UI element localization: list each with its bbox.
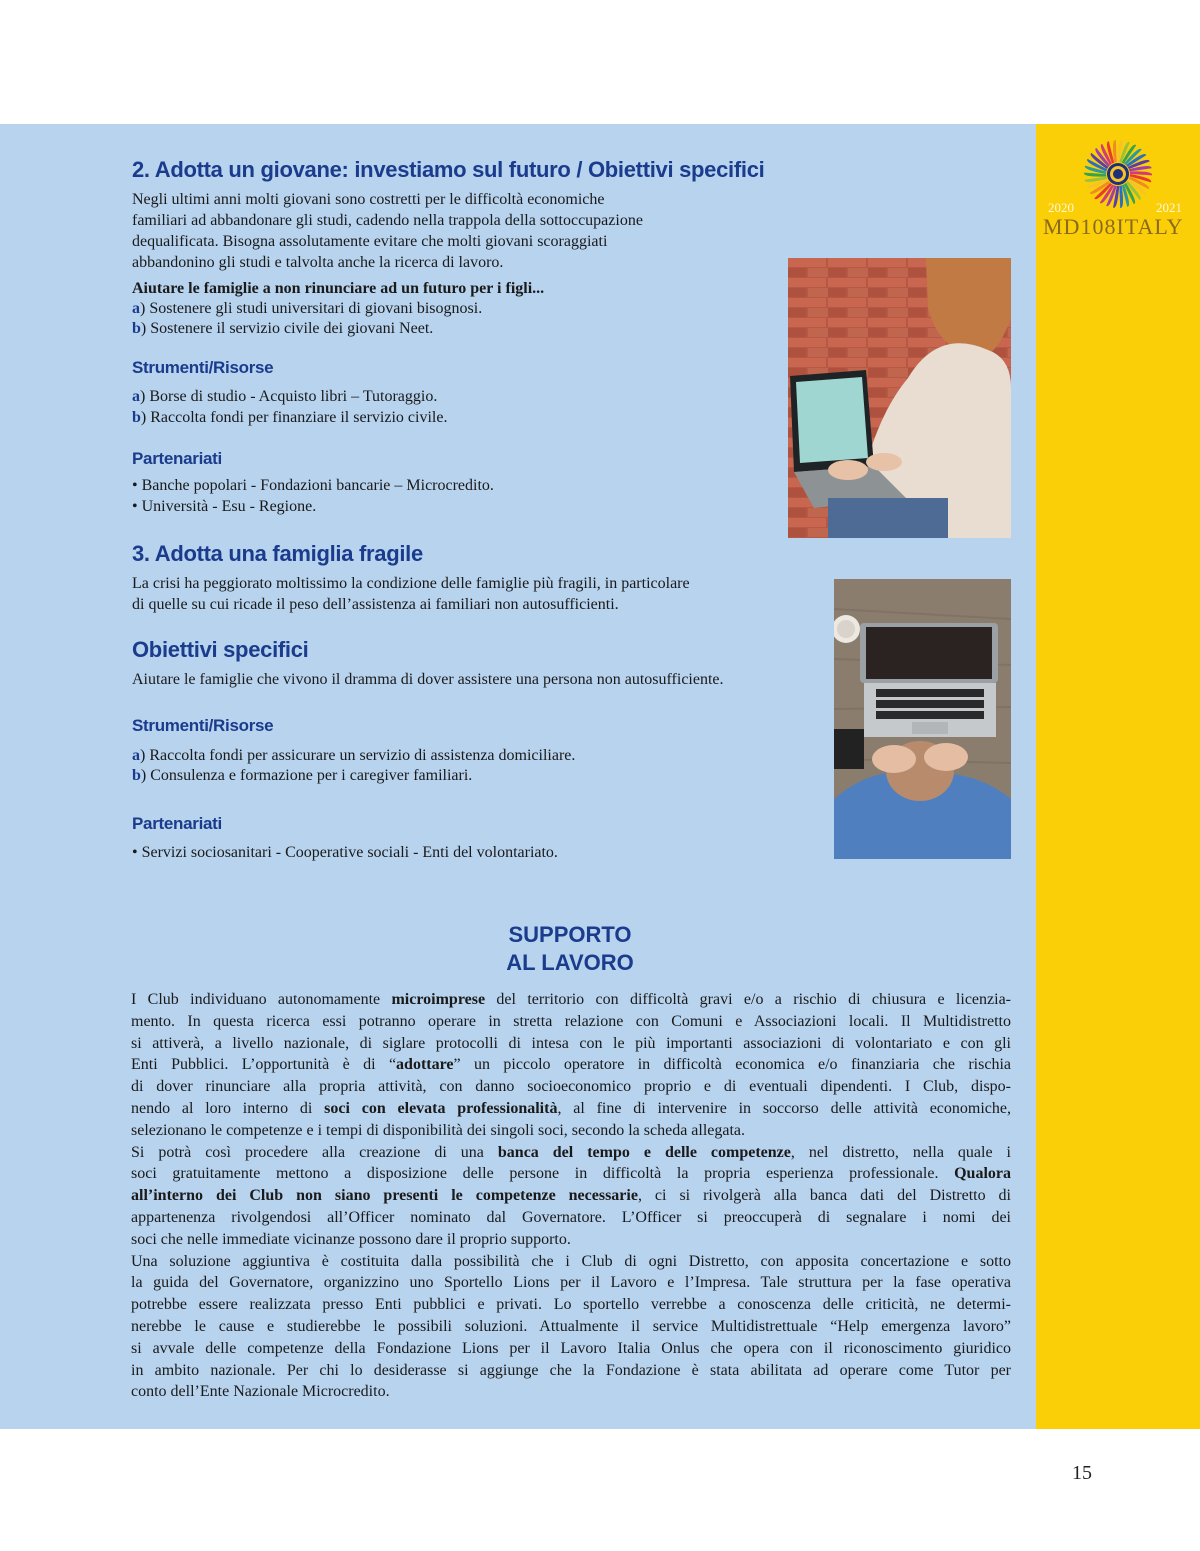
section3-title: 3. Adotta una famiglia fragile bbox=[132, 541, 423, 566]
resource-item bbox=[132, 765, 472, 786]
resource-label: b bbox=[132, 409, 141, 426]
resource-text: ) Raccolta fondi per assicurare un servizio di assistenza domiciliare. bbox=[140, 747, 576, 764]
text-run: nerebbe le cause e studierebbe le possibili soluzioni. Attualmente il service Multidistrettuale “Help emergenza lavoro” bbox=[131, 1317, 1011, 1335]
md108-logo bbox=[1040, 138, 1196, 244]
support-line bbox=[131, 1142, 1011, 1164]
intro-line: di quelle su cui ricade il peso dell’assistenza ai familiari non autosufficienti. bbox=[132, 596, 619, 613]
support-line bbox=[131, 1207, 1011, 1229]
page-number: 15 bbox=[1072, 1462, 1092, 1484]
text-run: conto dell’Ente Nazionale Microcredito. bbox=[131, 1383, 390, 1401]
support-line bbox=[131, 1272, 1011, 1294]
goal-label: a bbox=[132, 300, 140, 317]
text-run: Una soluzione aggiuntiva è costituita dalla possibilità che i Club di ogni Distretto, con apposita concertazione e sotto bbox=[131, 1252, 1011, 1270]
resource-label: b bbox=[132, 767, 141, 784]
text-run: nendo al loro interno di bbox=[131, 1099, 325, 1117]
text-run: appartenenza rivolgendosi all’Officer nominato dal Governatore. L’Officer si preoccuperà di segnalare i nomi dei bbox=[131, 1208, 1011, 1226]
intro-line: La crisi ha peggiorato moltissimo la condizione delle famiglie più fragili, in particolare bbox=[132, 575, 690, 592]
text-run: del territorio con difficoltà gravi e/o a rischio di chiusura e licenzia- bbox=[485, 991, 1011, 1008]
support-line bbox=[131, 1360, 1011, 1382]
bold-phrase: soci con elevata professionalità bbox=[324, 1099, 558, 1117]
support-line bbox=[131, 1381, 1011, 1403]
text-run: si avvale delle competenze della Fondazione Lions per il Lavoro Italia Onlus che opera con il riconoscimento giuridico bbox=[131, 1339, 1011, 1357]
section2-partners-title: Partenariati bbox=[132, 449, 222, 468]
resource-label: a bbox=[132, 747, 140, 764]
text-run: soci gratuitamente mettono a disposizione delle persone in difficoltà la propria esperienza professionale. bbox=[131, 1165, 955, 1183]
resource-label: a bbox=[132, 388, 140, 405]
support-line bbox=[131, 1076, 1011, 1098]
support-line bbox=[131, 1316, 1011, 1338]
partner-item: • Università - Esu - Regione. bbox=[132, 498, 317, 515]
resource-text: ) Raccolta fondi per finanziare il servizio civile. bbox=[140, 409, 448, 426]
support-line bbox=[131, 1294, 1011, 1316]
text-run: potrebbe essere realizzata presso Enti pubblici e privati. Lo sportello verrebbe a conoscenza delle criticità, ne determi- bbox=[131, 1296, 1011, 1314]
support-line bbox=[131, 989, 1011, 1011]
support-body bbox=[131, 989, 1011, 1403]
logo-year-right: 2021 bbox=[1156, 200, 1182, 215]
intro-line: dequalificata. Bisogna assolutamente evitare che molti giovani scoraggiati bbox=[132, 233, 608, 250]
support-line bbox=[131, 1163, 1011, 1185]
logo-brand-text: MD108ITALY bbox=[1043, 214, 1184, 239]
support-line bbox=[131, 1251, 1011, 1273]
goal-item bbox=[132, 298, 482, 319]
resource-text: ) Borse di studio - Acquisto libri – Tutoraggio. bbox=[140, 388, 438, 405]
text-run: Si potrà così procedere alla creazione di una bbox=[131, 1143, 498, 1161]
support-line bbox=[131, 1120, 1011, 1142]
resource-text: ) Consulenza e formazione per i caregiver familiari. bbox=[140, 767, 473, 784]
text-run: di dover rinunciare alla propria attività, con danno socioeconomico proprio e di eventuali dipendenti. I Club, dispo- bbox=[131, 1078, 1011, 1096]
goal-text: ) Sostenere gli studi universitari di giovani bisognosi. bbox=[140, 300, 483, 317]
intro-line: familiari ad abbandonare gli studi, cadendo nella trappola della sottoccupazione bbox=[132, 212, 643, 229]
partner-item: • Banche popolari - Fondazioni bancarie – Microcredito. bbox=[132, 477, 494, 494]
objective-text: Aiutare le famiglie che vivono il dramma di dover assistere una persona non autosufficiente. bbox=[132, 671, 724, 688]
partner-item: • Servizi sociosanitari - Cooperative sociali - Enti del volontariato. bbox=[132, 844, 558, 861]
support-title-line2: AL LAVORO bbox=[506, 950, 634, 975]
text-run: soci che nelle immediate vicinanze possono dare il proprio supporto. bbox=[131, 1230, 571, 1248]
section2-title: 2. Adotta un giovane: investiamo sul futuro / Obiettivi specifici bbox=[132, 157, 765, 182]
support-line bbox=[131, 1054, 1011, 1076]
side-band bbox=[1036, 124, 1200, 1429]
sunburst-ray bbox=[1113, 140, 1117, 163]
goal-text: ) Sostenere il servizio civile dei giovani Neet. bbox=[140, 320, 434, 337]
section2-aim: Aiutare le famiglie a non rinunciare ad un futuro per i figli... bbox=[132, 280, 545, 297]
bold-phrase: microimprese bbox=[391, 991, 486, 1008]
section3-resources-title: Strumenti/Risorse bbox=[132, 716, 274, 735]
text-run: mento. In questa ricerca essi potranno operare in stretta relazione con Comuni e Associazioni locali. Il Multidistretto bbox=[131, 1012, 1011, 1030]
text-run: I Club individuano autonomamente bbox=[131, 991, 392, 1008]
text-run: la guida del Governatore, organizzino uno Sportello Lions per il Lavoro e l’Impresa. Tale struttura per la fase operativa bbox=[131, 1274, 1011, 1292]
resource-item bbox=[132, 407, 447, 428]
text-run: selezionano le competenze e i tempi di disponibilità dei singoli soci, secondo la scheda allegata. bbox=[131, 1121, 746, 1139]
text-run: Enti Pubblici. L’opportunità è di “ bbox=[131, 1056, 397, 1074]
text-run: ” un piccolo operatore in difficoltà economica e/o finanziaria che rischia bbox=[453, 1056, 1011, 1074]
text-run: in ambito nazionale. Per chi lo desiderasse si aggiunge che la Fondazione è stata abilitata ad operare come Tutor per bbox=[131, 1361, 1011, 1379]
support-line bbox=[131, 1011, 1011, 1033]
section2-resources-title: Strumenti/Risorse bbox=[132, 358, 274, 377]
photo-woman-laptop bbox=[788, 258, 1011, 538]
bold-phrase: adottare bbox=[396, 1056, 454, 1074]
section3-partners-title: Partenariati bbox=[132, 814, 222, 833]
intro-line: abbandonino gli studi e talvolta anche la ricerca di lavoro. bbox=[132, 254, 504, 271]
support-line bbox=[131, 1033, 1011, 1055]
text-run: , nel distretto, nella quale i bbox=[790, 1143, 1012, 1161]
support-line bbox=[131, 1229, 1011, 1251]
text-run: , al fine di intervenire in soccorso delle attività economiche, bbox=[557, 1099, 1012, 1117]
text-run: si attiverà, a livello nazionale, di siglare protocolli di intesa con le più importanti associazioni di volontariato e con gli bbox=[131, 1034, 1011, 1052]
resource-item bbox=[132, 745, 575, 766]
support-line bbox=[131, 1098, 1011, 1120]
goal-item bbox=[132, 318, 433, 339]
goal-label: b bbox=[132, 320, 141, 337]
support-title-line1: SUPPORTO bbox=[508, 922, 632, 947]
support-line bbox=[131, 1338, 1011, 1360]
text-run: , ci si rivolgerà alla banca dati del Distretto di bbox=[637, 1187, 1012, 1205]
bold-phrase: all’interno dei Club non siano presenti le competenze necessarie bbox=[131, 1187, 638, 1205]
logo-year-left: 2020 bbox=[1048, 200, 1074, 215]
bold-phrase: Qualora bbox=[954, 1165, 1011, 1183]
resource-item bbox=[132, 386, 437, 407]
intro-line: Negli ultimi anni molti giovani sono costretti per le difficoltà economiche bbox=[132, 191, 605, 208]
photo-stressed-man bbox=[834, 579, 1011, 859]
support-line bbox=[131, 1185, 1011, 1207]
sunburst-ray bbox=[1119, 185, 1123, 208]
bold-phrase: banca del tempo e delle competenze bbox=[497, 1143, 791, 1161]
section3-objectives-title: Obiettivi specifici bbox=[132, 637, 309, 662]
